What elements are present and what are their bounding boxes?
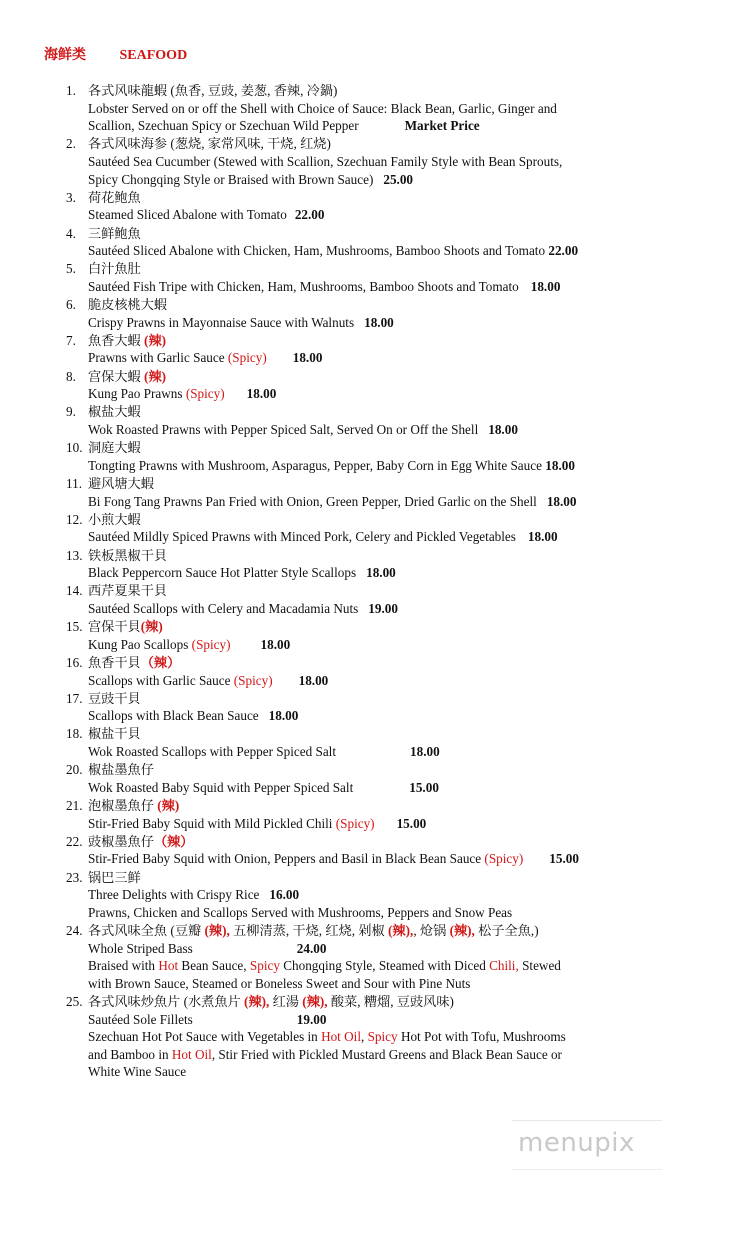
item-name-zh: 椒盐干貝 [88, 726, 141, 742]
spicy-note: Spicy [249, 958, 280, 974]
item-number: 9. [66, 404, 76, 420]
item-description: Sautéed Mildly Spiced Prawns with Minced Pork, Celery and Pickled Vegetables [88, 529, 516, 545]
item-description: Hot Pot with Tofu, Mushrooms [397, 1029, 566, 1045]
item-price: 15.00 [549, 851, 579, 867]
item-price: 18.00 [527, 529, 558, 545]
item-description: Sautéed Sole Fillets [88, 1011, 193, 1027]
item-number: 13. [66, 547, 83, 563]
item-name-zh: 三鲜鲍魚 [88, 225, 141, 241]
item-name-zh: , 炝锅 [413, 922, 450, 938]
item-number: 21. [66, 798, 83, 814]
spicy-note: (Spicy) [227, 350, 267, 366]
item-name-zh: 各式风味海参 (葱烧, 家常风味, 干烧, 红烧) [88, 136, 331, 152]
item-description: Wok Roasted Prawns with Pepper Spiced Salt, Served On or Off the Shell [88, 422, 479, 438]
spicy-note: (Spicy) [335, 815, 375, 831]
item-price: 18.00 [410, 744, 440, 760]
item-description: Whole Striped Bass [88, 940, 193, 956]
item-number: 7. [66, 332, 76, 348]
item-name-zh: 椒盐大蝦 [88, 404, 141, 420]
item-description: , [361, 1029, 368, 1045]
item-description: Bi Fong Tang Prawns Pan Fried with Onion, Green Pepper, Dried Garlic on the Shell [88, 493, 537, 509]
item-name-zh: 泡椒墨魚仔 [88, 798, 154, 814]
menu-item [0, 475, 750, 510]
item-description: Szechuan Hot Pot Sauce with Vegetables in [88, 1029, 322, 1045]
menu-item [0, 82, 750, 135]
menu-item [0, 797, 750, 832]
item-name-zh: 椒盐墨魚仔 [88, 762, 154, 778]
spicy-note: (Spicy) [185, 386, 225, 402]
item-price: 19.00 [368, 600, 398, 616]
menu-item [0, 725, 750, 760]
item-price: 18.00 [366, 565, 396, 581]
item-name-zh: 宫保干貝 [88, 619, 141, 635]
item-number: 1. [66, 83, 76, 98]
spicy-tag: (辣), [302, 993, 328, 1009]
menu-item [0, 761, 750, 796]
spicy-tag: (辣), [244, 993, 270, 1009]
menu-item [0, 547, 750, 582]
item-description: Stewed [518, 958, 561, 974]
item-name-zh: 荷花鲍魚 [88, 189, 141, 205]
item-price: 18.00 [292, 350, 323, 366]
item-name-zh: 白汁魚肚 [88, 261, 141, 277]
item-description: Three Delights with Crispy Rice [88, 887, 260, 903]
item-name-zh: 豆豉干貝 [88, 690, 141, 706]
spicy-note: (Spicy) [191, 636, 231, 652]
item-description: Sautéed Scallops with Celery and Macadamia Nuts [88, 600, 359, 616]
item-name-zh: 魚香大蝦 [88, 332, 141, 348]
item-price: 24.00 [296, 940, 327, 956]
item-number: 23. [66, 869, 83, 885]
item-name-zh: 铁板黑椒干貝 [88, 547, 168, 563]
item-price: 18.00 [298, 672, 329, 688]
menu-item [0, 582, 750, 617]
item-price: 19.00 [296, 1011, 327, 1027]
menu-item [0, 135, 750, 188]
item-description: Wok Roasted Scallops with Pepper Spiced Salt [88, 744, 337, 760]
item-description: Kung Pao Scallops [88, 636, 189, 652]
item-description: Stir-Fried Baby Squid with Onion, Peppers and Basil in Black Bean Sauce [88, 851, 482, 867]
item-number: 20. [66, 762, 83, 778]
menu-item [0, 922, 750, 992]
item-name-zh: 各式风味龍蝦 (魚香, 豆豉, 姜葱, 香辣, 冷鍋) [88, 83, 338, 98]
spicy-tag: （辣） [140, 654, 181, 670]
section-title-en: SEAFOOD [119, 48, 188, 63]
item-number: 24. [66, 922, 83, 938]
menu-item [0, 690, 750, 725]
menu-list [0, 82, 750, 1082]
item-number: 2. [66, 136, 76, 152]
item-price: 18.00 [364, 314, 394, 330]
item-name-zh: 酸菜, 糟熘, 豆豉风味) [327, 993, 454, 1009]
item-price: 15.00 [396, 815, 427, 831]
item-number: 14. [66, 583, 83, 599]
item-number: 16. [66, 654, 83, 670]
menu-item [0, 225, 750, 260]
item-price: Market Price [404, 118, 480, 134]
item-description: Tongting Prawns with Mushroom, Asparagus, Pepper, Baby Corn in Egg White Sauce [88, 457, 542, 473]
item-price: 15.00 [409, 779, 439, 795]
item-price: 25.00 [383, 171, 414, 187]
spicy-note: Hot [158, 958, 179, 974]
item-number: 17. [66, 690, 83, 706]
item-description: Wok Roasted Baby Squid with Pepper Spiced Salt [88, 779, 354, 795]
page-title [44, 44, 187, 64]
spicy-note: (Spicy) [484, 851, 524, 867]
item-description: Sautéed Sea Cucumber (Stewed with Scallion, Szechuan Family Style with Bean Sprouts, [88, 153, 563, 169]
item-description: Prawns, Chicken and Scallops Served with Mushrooms, Peppers and Snow Peas [88, 904, 513, 920]
item-name-zh: 各式风味全魚 (豆瓣 [88, 922, 205, 938]
item-name-zh: 豉椒墨魚仔 [88, 833, 154, 849]
item-description: , Stir Fried with Pickled Mustard Greens and Black Bean Sauce or [211, 1046, 562, 1062]
item-description: Stir-Fried Baby Squid with Mild Pickled Chili [88, 815, 333, 831]
watermark-logo: menupix [518, 1128, 635, 1158]
item-description: Scallion, Szechuan Spicy or Szechuan Wild Pepper [88, 118, 359, 134]
spicy-tag: (辣) [157, 798, 180, 814]
menu-item [0, 403, 750, 438]
item-number: 3. [66, 189, 76, 205]
item-description: White Wine Sauce [88, 1064, 187, 1080]
item-description: Braised with [88, 958, 159, 974]
item-description: with Brown Sauce, Steamed or Boneless Sweet and Sour with Pine Nuts [88, 975, 471, 991]
spicy-tag: (辣), [449, 922, 475, 938]
item-description: Spicy Chongqing Style or Braised with Brown Sauce) [88, 171, 374, 187]
spicy-note: (Spicy) [233, 672, 273, 688]
spicy-tag: (辣) [144, 332, 167, 348]
menu-item [0, 511, 750, 546]
spicy-note: Hot Oil [171, 1046, 212, 1062]
spicy-tag: （辣） [153, 833, 194, 849]
item-description: Crispy Prawns in Mayonnaise Sauce with Walnuts [88, 314, 355, 330]
item-price: 18.00 [260, 636, 291, 652]
menu-item [0, 296, 750, 331]
item-number: 5. [66, 261, 76, 277]
item-description: Bean Sauce, [178, 958, 250, 974]
item-description: Lobster Served on or off the Shell with Choice of Sauce: Black Bean, Garlic, Ginger and [88, 100, 557, 116]
item-name-zh: 小煎大蝦 [88, 511, 141, 527]
menu-item [0, 869, 750, 922]
item-name-zh: 西芹夏果干貝 [88, 583, 168, 599]
item-number: 6. [66, 297, 76, 313]
item-price: 18.00 [545, 457, 575, 473]
menu-item [0, 618, 750, 653]
menu-item [0, 189, 750, 224]
item-description: Chongqing Style, Steamed with Diced [279, 958, 490, 974]
spicy-tag: (辣), [388, 922, 414, 938]
item-price: 18.00 [268, 708, 299, 724]
item-description: Prawns with Garlic Sauce [88, 350, 225, 366]
item-number: 25. [66, 993, 83, 1009]
menu-item [0, 993, 750, 1081]
item-number: 15. [66, 619, 83, 635]
menu-item [0, 654, 750, 689]
item-name-zh: 宫保大蝦 [88, 368, 141, 384]
spicy-note: Spicy [367, 1029, 398, 1045]
section-title-zh: 海鲜类 [44, 48, 86, 63]
item-price: 18.00 [530, 278, 561, 294]
item-description: Scallops with Garlic Sauce [88, 672, 231, 688]
item-number: 12. [66, 511, 83, 527]
item-description: Scallops with Black Bean Sauce [88, 708, 259, 724]
menu-item [0, 332, 750, 367]
menu-item [0, 260, 750, 295]
item-number: 18. [66, 726, 83, 742]
item-description: Sautéed Fish Tripe with Chicken, Ham, Mushrooms, Bamboo Shoots and Tomato [88, 278, 519, 294]
menu-item [0, 439, 750, 474]
item-name-zh: 避风塘大蝦 [88, 476, 154, 491]
item-price: 18.00 [246, 386, 277, 402]
item-price: 22.00 [294, 207, 325, 223]
spicy-note: Hot Oil [321, 1029, 361, 1045]
spicy-note: Chili, [489, 958, 519, 974]
item-price: 18.00 [488, 422, 518, 438]
item-name-zh: 各式风味炒魚片 (水煮魚片 [88, 993, 245, 1009]
item-description: Sautéed Sliced Abalone with Chicken, Ham, Mushrooms, Bamboo Shoots and Tomato [88, 243, 546, 259]
item-number: 11. [66, 476, 82, 491]
item-description: Steamed Sliced Abalone with Tomato [88, 207, 287, 223]
item-name-zh: 脆皮核桃大蝦 [88, 297, 168, 313]
item-name-zh: 松子全魚,) [474, 922, 539, 938]
item-number: 4. [66, 225, 76, 241]
item-price: 18.00 [546, 493, 577, 509]
item-name-zh: 红湯 [269, 993, 303, 1009]
item-description: Black Peppercorn Sauce Hot Platter Style Scallops [88, 565, 357, 581]
item-number: 22. [66, 833, 83, 849]
item-price: 16.00 [269, 887, 300, 903]
item-name-zh: 洞庭大蝦 [88, 440, 141, 456]
item-description: Kung Pao Prawns [88, 386, 183, 402]
item-name-zh: 魚香干貝 [88, 654, 141, 670]
menu-item [0, 833, 750, 868]
item-name-zh: 五柳清蒸, 干烧, 红烧, 剁椒 [229, 922, 389, 938]
item-number: 8. [66, 368, 76, 384]
item-price: 22.00 [548, 243, 579, 259]
spicy-tag: (辣) [140, 619, 163, 635]
spicy-tag: (辣) [144, 368, 167, 384]
item-description: and Bamboo in [88, 1046, 172, 1062]
item-number: 10. [66, 440, 83, 456]
item-name-zh: 锅巴三鲜 [88, 869, 141, 885]
spicy-tag: (辣), [204, 922, 230, 938]
menu-item [0, 368, 750, 403]
